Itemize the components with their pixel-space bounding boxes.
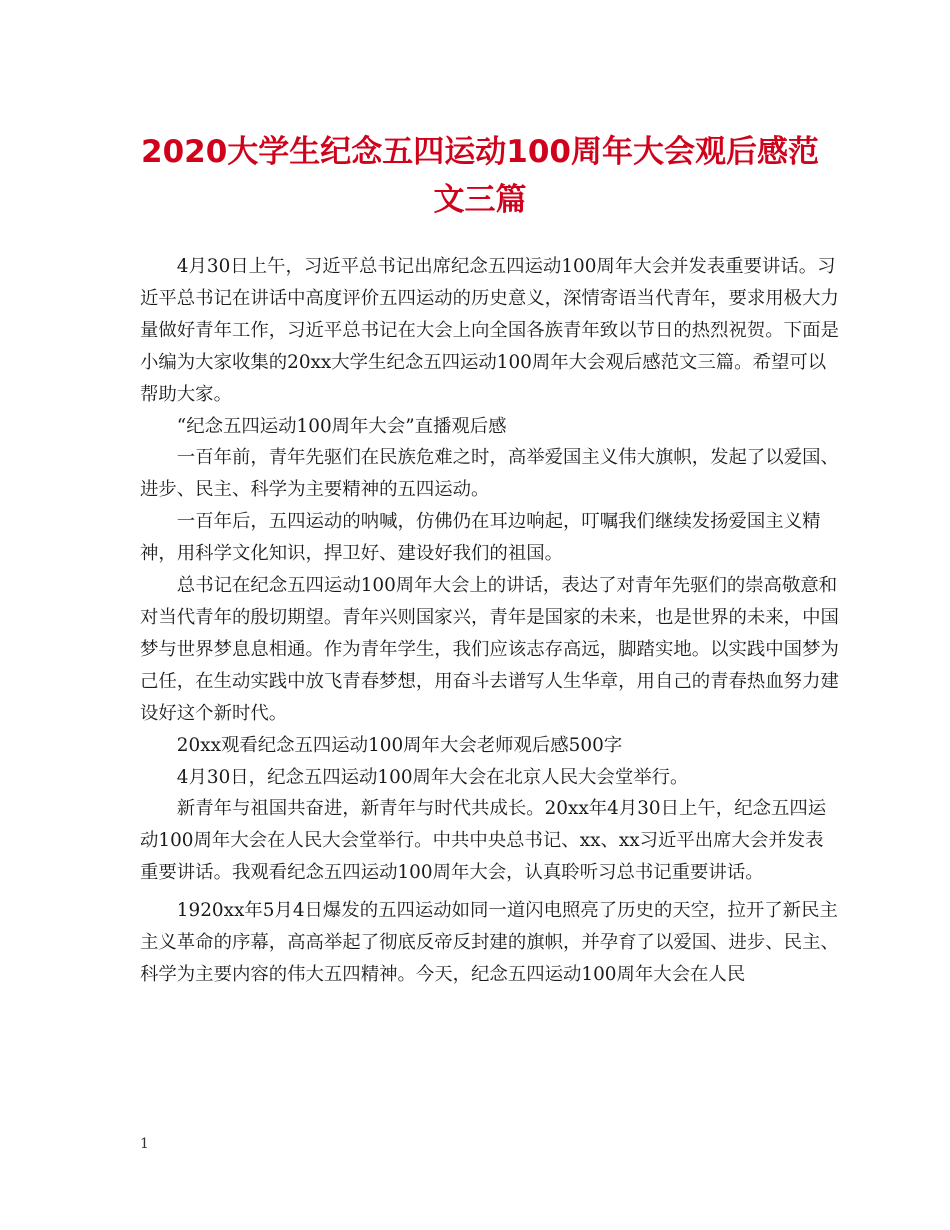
section-heading-2: 20xx观看纪念五四运动100周年大会老师观后感500字 (176, 734, 623, 756)
paragraph: 新青年与祖国共奋进，新青年与时代共成长。20xx年4月30日上午，纪念五四运动100周年大会在人民大会堂举行。中共中央总书记、xx、xx习近平出席大会并发表重要讲话。我观看纪念五四运动100周年大会，认真聆听习总书记重要讲话。 (140, 798, 827, 884)
page-number: 1 (140, 1136, 149, 1152)
document-body (140, 251, 840, 991)
paragraph-intro: 4月30日上午，习近平总书记出席纪念五四运动100周年大会并发表重要讲话。习近平总书记在讲话中高度评价五四运动的历史意义，深情寄语当代青年，要求用极大力量做好青年工作，习近平总书记在大会上向全国各族青年致以节日的热烈祝贺。下面是小编为大家收集的20xx大学生纪念五四运动100周年大会观后感范文三篇。希望可以帮助大家。 (140, 256, 839, 405)
paragraph: 一百年后，五四运动的呐喊，仿佛仍在耳边响起，叮嘱我们继续发扬爱国主义精神，用科学文化知识，捍卫好、建设好我们的祖国。 (140, 511, 821, 565)
paragraph: 4月30日，纪念五四运动100周年大会在北京人民大会堂举行。 (176, 766, 689, 788)
paragraph: 1920xx年5月4日爆发的五四运动如同一道闪电照亮了历史的天空，拉开了新民主主义革命的序幕，高高举起了彻底反帝反封建的旗帜，并孕育了以爱国、进步、民主、科学为主要内容的伟大五四精神。今天，纪念五四运动100周年大会在人民 (140, 900, 839, 985)
paragraph: 总书记在纪念五四运动100周年大会上的讲话，表达了对青年先驱们的崇高敬意和对当代青年的殷切期望。青年兴则国家兴，青年是国家的未来，也是世界的未来，中国梦与世界梦息息相通。作为青年学生，我们应该志存高远，脚踏实地。以实践中国梦为己任，在生动实践中放飞青春梦想，用奋斗去谱写人生华章，用自己的青春热血努力建设好这个新时代。 (140, 575, 839, 724)
section-heading-1: “纪念五四运动100周年大会”直播观后感 (176, 415, 507, 437)
paragraph: 一百年前，青年先驱们在民族危难之时，高举爱国主义伟大旗帜，发起了以爱国、进步、民主、科学为主要精神的五四运动。 (140, 447, 839, 501)
document-title: 2020大学生纪念五四运动100周年大会观后感范文三篇 (141, 134, 819, 218)
